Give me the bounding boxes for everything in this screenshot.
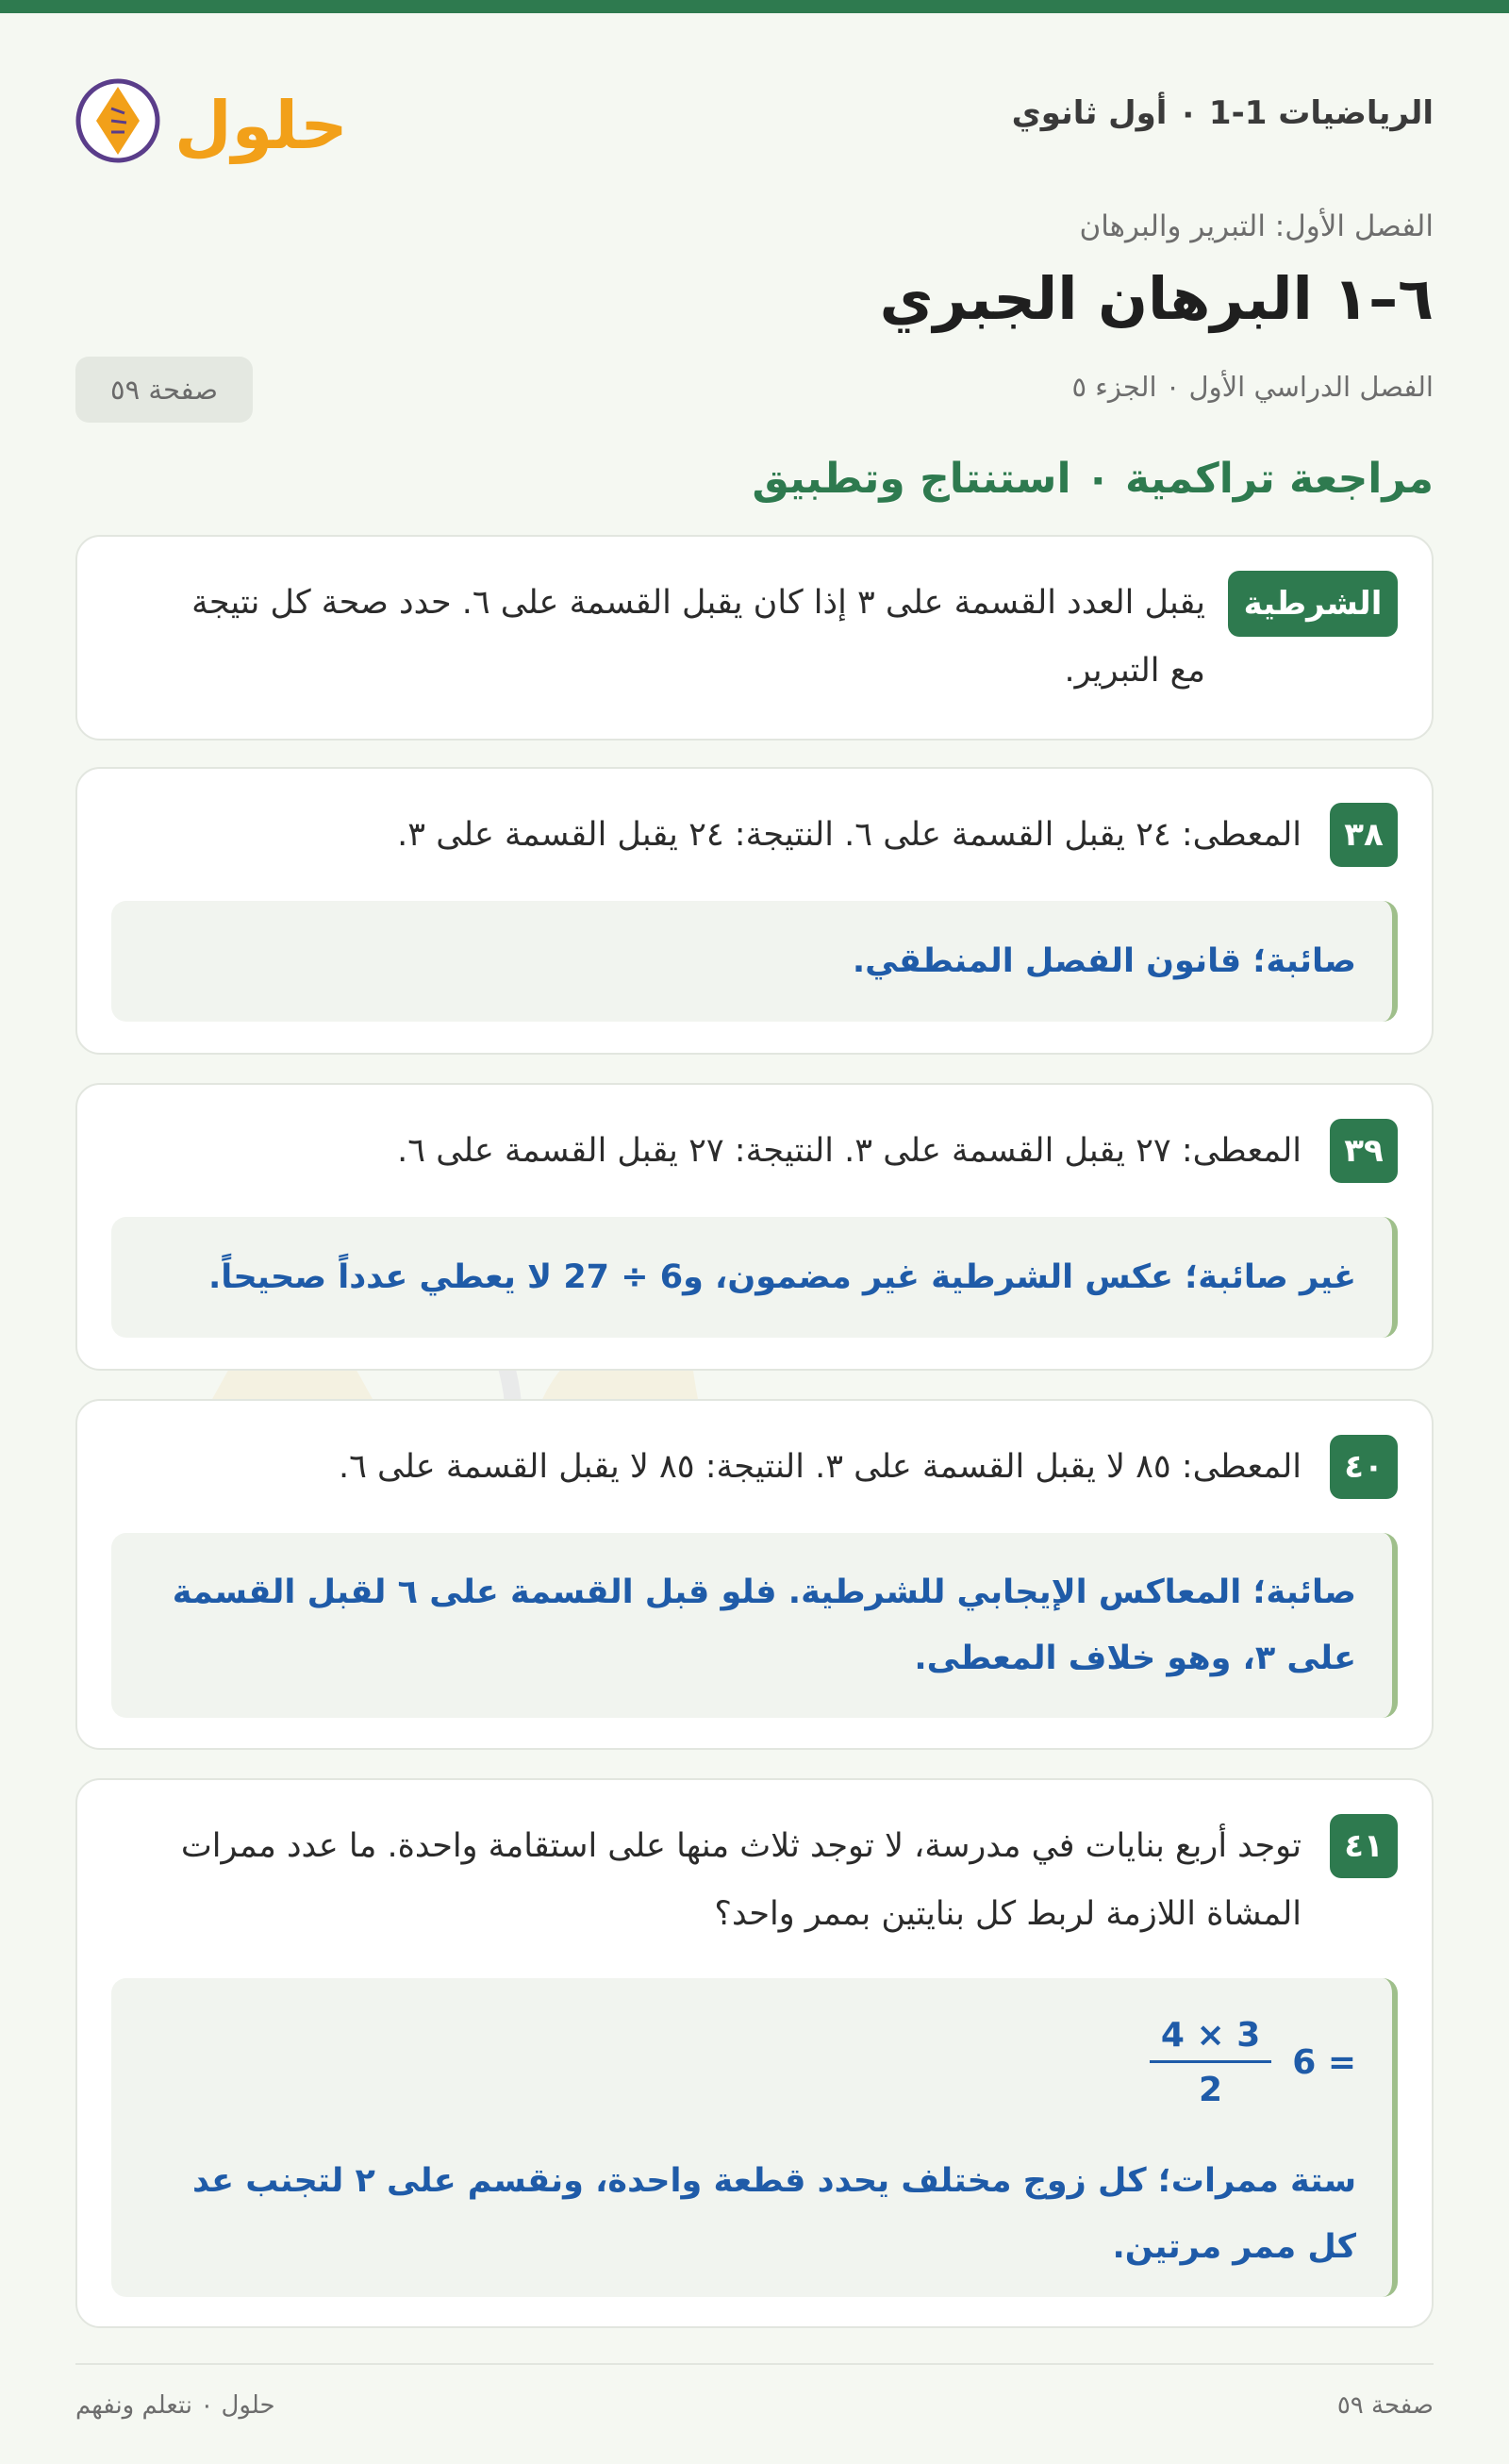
question-card <box>75 1778 1434 2328</box>
conditional-badge: الشرطية <box>1228 571 1398 637</box>
answer-text: صائبة؛ المعاكس الإيجابي للشرطية. فلو قبل القسمة على ٦ لقبل القسمة على ٣، وهو خلاف المعطى. <box>172 1573 1356 1677</box>
question-card <box>75 1083 1434 1371</box>
page-header <box>75 57 1434 179</box>
question-number: ٣٩ <box>1330 1119 1398 1183</box>
question-number: ٤١ <box>1330 1814 1398 1878</box>
top-accent-bar <box>0 0 1509 13</box>
answer-box <box>111 1533 1398 1718</box>
question-text: المعطى: ٢٧ يقبل القسمة على ٣. النتيجة: ٢٧ يقبل القسمة على ٦. <box>397 1132 1302 1170</box>
formula <box>1150 2016 1356 2109</box>
answer-text: صائبة؛ قانون الفصل المنطقي. <box>852 942 1356 980</box>
question-card <box>75 1399 1434 1750</box>
section-title: مراجعة تراكمية ۰ استنتاج وتطبيق <box>752 455 1434 503</box>
answer-text: غير صائبة؛ عكس الشرطية غير مضمون، و6 ÷ 27 لا يعطي عدداً صحيحاً. <box>208 1258 1356 1296</box>
answer-box <box>111 901 1398 1022</box>
question-number: ٣٨ <box>1330 803 1398 867</box>
question-text: المعطى: ٨٥ لا يقبل القسمة على ٣. النتيجة: ٨٥ لا يقبل القسمة على ٦. <box>338 1448 1302 1486</box>
intro-card <box>75 535 1434 741</box>
footer-brand: حلول ۰ نتعلم ونفهم <box>75 2391 275 2420</box>
fraction-numerator: 4 × 3 <box>1150 2016 1271 2063</box>
question-number: ٤٠ <box>1330 1435 1398 1499</box>
intro-text: يقبل العدد القسمة على ٣ إذا كان يقبل القسمة على ٦. حدد صحة كل نتيجة مع التبرير. <box>191 584 1205 690</box>
answer-text: ستة ممرات؛ كل زوج مختلف يحدد قطعة واحدة، ونقسم على ٢ لتجنب عد كل ممر مرتين. <box>191 2162 1356 2266</box>
answer-box <box>111 1217 1398 1338</box>
semester-label: الفصل الدراسي الأول ۰ الجزء ٥ <box>1071 371 1434 403</box>
hulul-logo <box>75 57 358 179</box>
chapter-label: الفصل الأول: التبرير والبرهان <box>1079 209 1434 243</box>
footer-page-number: صفحة ٥٩ <box>1336 2391 1434 2420</box>
subject-title: الرياضيات 1-1 ۰ أول ثانوي <box>1011 94 1434 132</box>
fraction-denominator: 2 <box>1199 2071 1223 2109</box>
logo-text: حلول <box>174 87 348 164</box>
fraction <box>1150 2016 1271 2109</box>
formula-result: 6 = <box>1292 2043 1356 2082</box>
answer-box <box>111 1978 1398 2297</box>
lesson-title: ٦–١ البرهان الجبري <box>879 264 1434 333</box>
page-number-pill: صفحة ٥٩ <box>75 357 253 423</box>
question-text: توجد أربع بنايات في مدرسة، لا توجد ثلاث منها على استقامة واحدة. ما عدد ممرات المشاة اللازمة لربط كل بنايتين بممر واحد؟ <box>180 1827 1302 1933</box>
question-card <box>75 767 1434 1055</box>
footer-divider <box>75 2363 1434 2365</box>
question-text: المعطى: ٢٤ يقبل القسمة على ٦. النتيجة: ٢٤ يقبل القسمة على ٣. <box>397 816 1302 854</box>
